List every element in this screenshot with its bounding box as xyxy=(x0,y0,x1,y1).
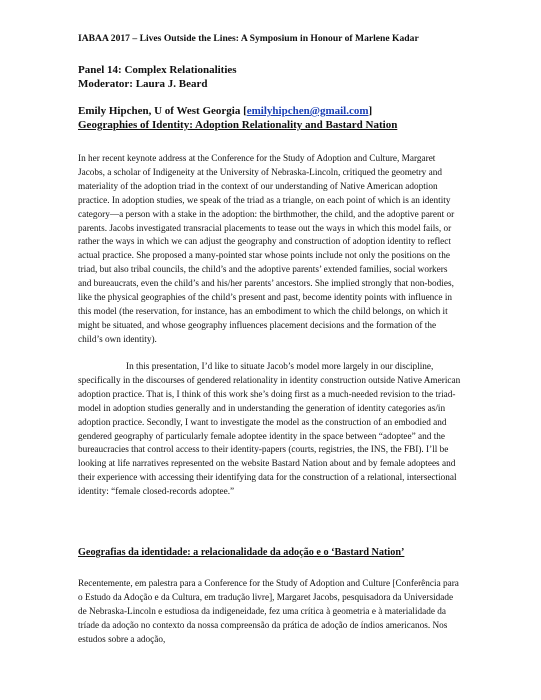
author-name: Emily Hipchen, U of West Georgia [ xyxy=(78,105,247,117)
paper-title-english: Geographies of Identity: Adoption Relationality and Bastard Nation xyxy=(78,119,398,131)
panel-info xyxy=(78,63,237,91)
author-email-link[interactable]: emilyhipchen@gmail.com xyxy=(246,105,369,117)
conference-header: IABAA 2017 – Lives Outside the Lines: A Symposium in Honour of Marlene Kadar xyxy=(78,33,419,44)
abstract-paragraph-portuguese: Recentemente, em palestra para a Conference for the Study of Adoption and Culture [Conferência para o Estudo da Adoção e da Cultura, em tradução livre], Margaret Jacobs, pesquisadora da Universidade de Nebraska-Lincoln e estudiosa da indigeneidade, fez uma crítica à geometria e à materialidade da tríade da adoção no contexto da nossa compreensão da prática de adoção de índios americanos. Nos estudos sobre a adoção, xyxy=(78,579,459,645)
abstract-paragraph-1: In her recent keynote address at the Conference for the Study of Adoption and Culture, Margaret Jacobs, a scholar of Indigeneity at the University of Nebraska-Lincoln, critiqued the geometry and materiality of the adoption triad in the context of our understanding of Native American adoption practice. In adoption studies, we speak of the triad as a triangle, on each point of which is an identity category—a person with a stake in the adoption: the birthmother, the child, and the adoptive parent or parents. Jacobs investigated transracial placements to tease out the ways in which this model fails, or rather the ways in which we can adjust the geography and construction of adoption identity to reflect actual practice. She proposed a many-pointed star whose points include not only the positions on the triad, but also tribal councils, the child’s and the adoptive parents’ extended families, social workers and bureaucrats, even the child’s and his/her parents’ ancestors. She implied strongly that non-bodies, like the physical geographies of the child’s present and past, become identity points with influence in this model (the reservation, for instance, has an embodiment to which the child belongs, on which it might be situated, and whose geography influences placement decisions and the formation of the child’s own identity). xyxy=(78,154,455,345)
panel-title: Panel 14: Complex Relationalities xyxy=(78,64,237,76)
moderator: Moderator: Laura J. Beard xyxy=(78,78,208,90)
author-line xyxy=(78,104,372,118)
author-bracket: ] xyxy=(368,105,373,117)
paper-title-portuguese: Geografias da identidade: a relacionalidade da adoção e o ‘Bastard Nation’ xyxy=(78,547,405,558)
abstract-paragraph-2: In this presentation, I’d like to situate Jacob’s model more largely in our discipline, specifically in the discourses of gendered relationality in identity construction outside Native American adoption practice. That is, I think of this work she’s doing first as a much-needed revision to the triad-model in adoption studies generally and in understanding the generation of identity categories as/in adoption practice. Secondly, I want to investigate the model as the construction of an embodied and gendered geography of particularly female adoptee identity in the space between “adoptee” and the bureaucracies that control access to their identity-papers (courts, registries, the INS, the FBI). I’ll be looking at life narratives represented on the website Bastard Nation about and by female adoptees and their experience with accessing their identifying data for the construction of a relational, intersectional identity: “female closed-records adoptee.” xyxy=(78,362,461,498)
